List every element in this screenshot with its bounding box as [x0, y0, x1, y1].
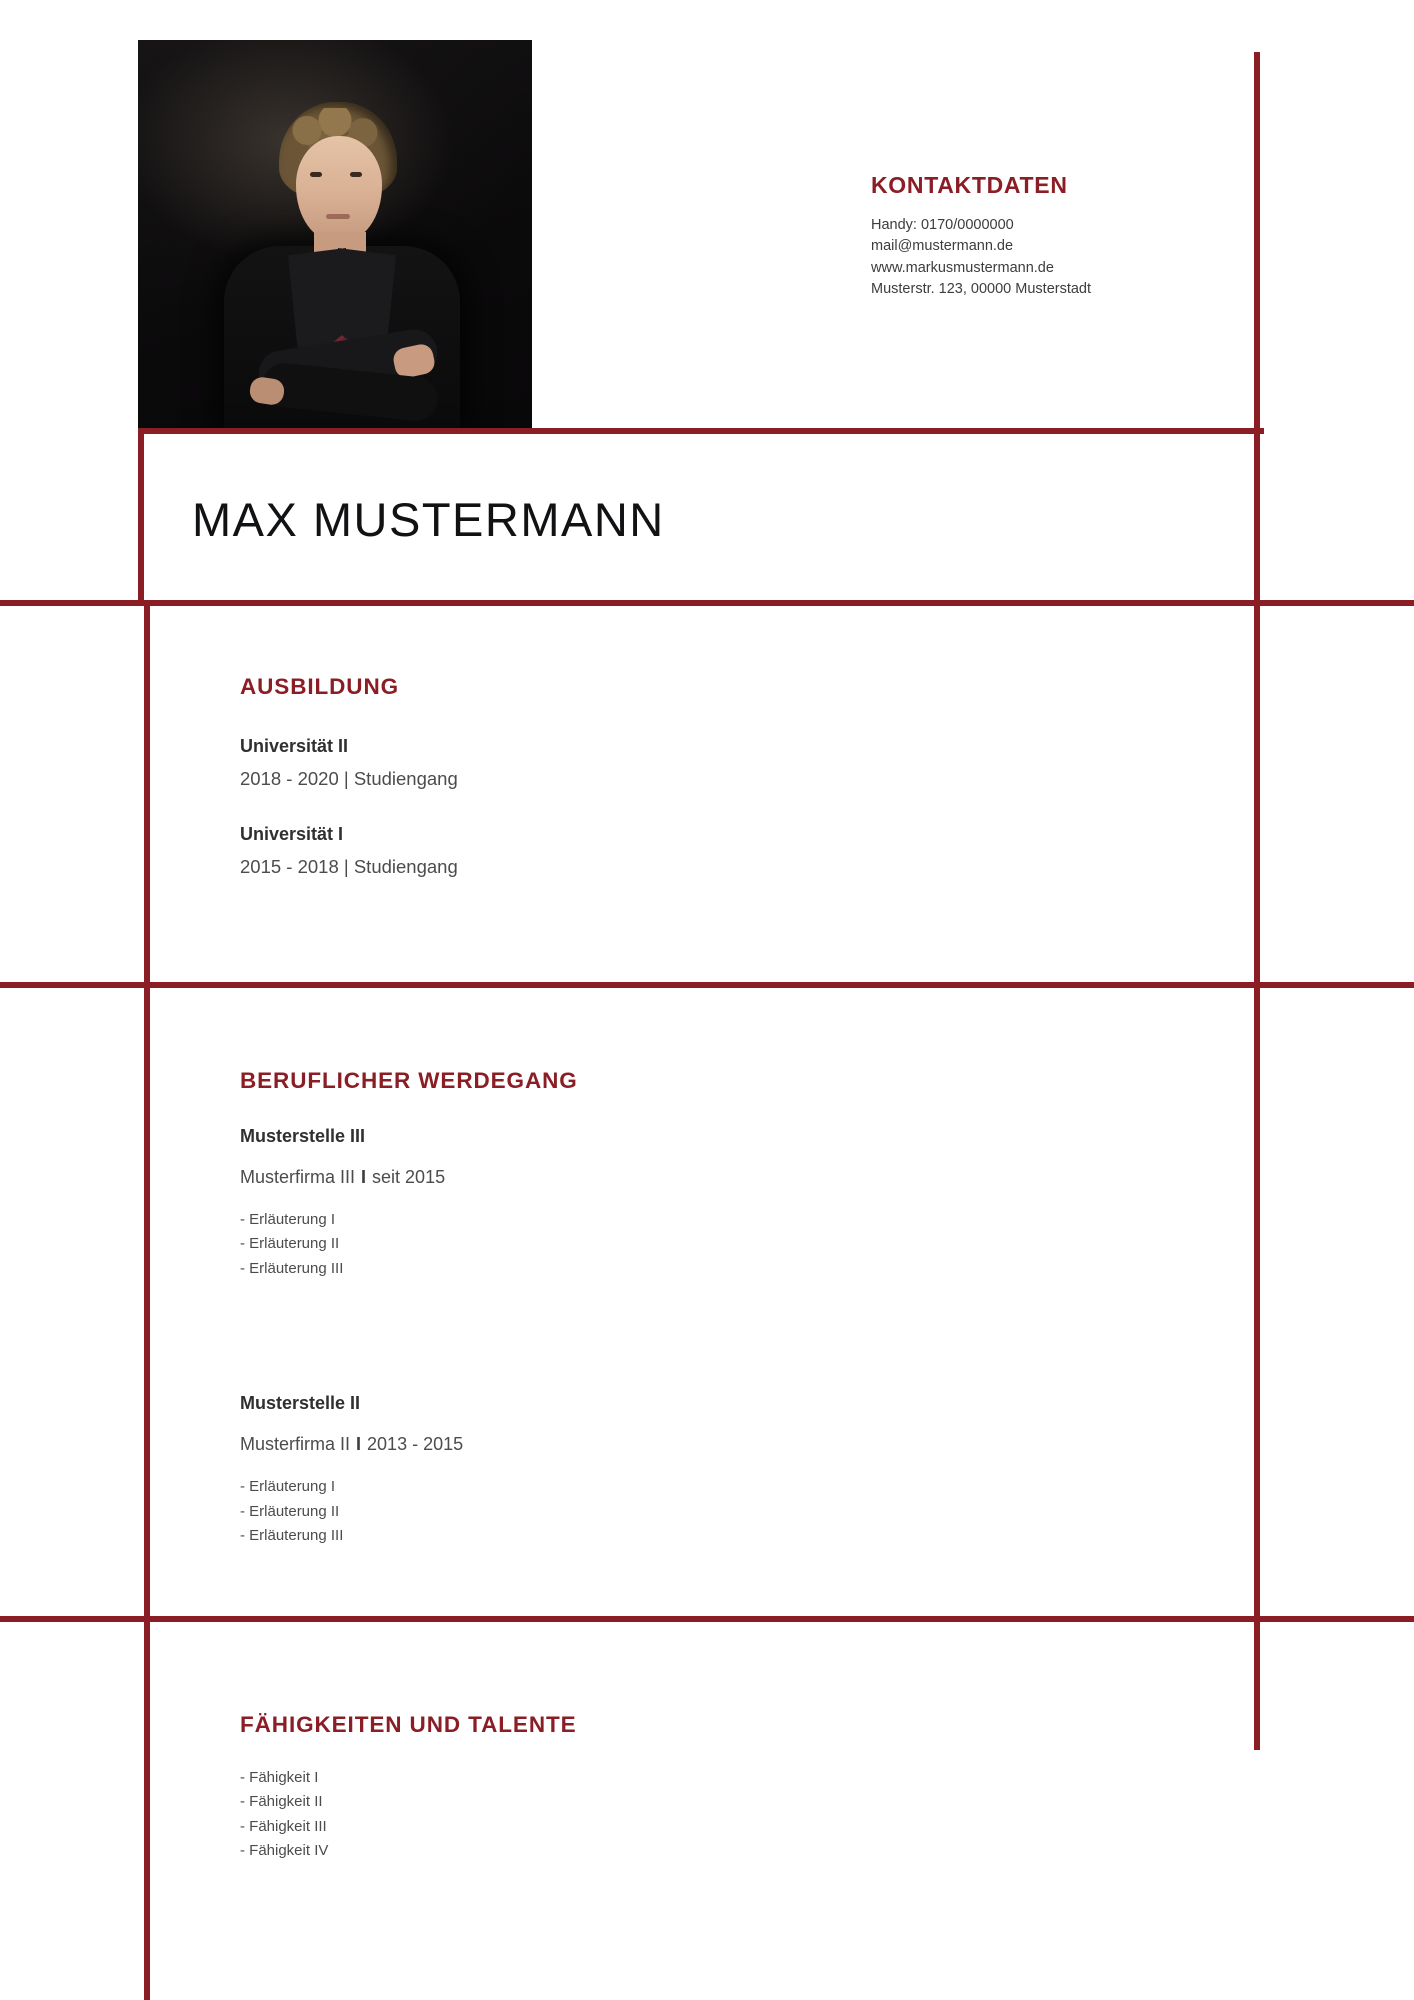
- rule-vertical-right-name: [1254, 434, 1260, 606]
- photo-face: [296, 136, 382, 242]
- education-detail-1: 2018 - 2020 | Studiengang: [240, 768, 458, 789]
- rule-horizontal-under-photo: [138, 428, 1264, 434]
- section-experience-title: BERUFLICHER WERDEGANG: [240, 1068, 578, 1093]
- section-education-title: AUSBILDUNG: [240, 674, 399, 699]
- page-title: MAX MUSTERMANN: [192, 493, 665, 546]
- rule-horizontal-under-name: [0, 600, 1414, 606]
- section-skills-title: FÄHIGKEITEN UND TALENTE: [240, 1712, 577, 1737]
- list-item: - Fähigkeit IV: [240, 1842, 329, 1860]
- contact-block: [871, 172, 1271, 301]
- contact-email: mail@mustermann.de: [871, 238, 1014, 255]
- rule-vertical-left-experience: [144, 988, 150, 1622]
- experience-company-line-2: [240, 1434, 1140, 1455]
- list-item: - Fähigkeit III: [240, 1817, 327, 1835]
- experience-position-1: Musterstelle III: [240, 1126, 366, 1146]
- experience-separator-1: I: [361, 1167, 367, 1187]
- experience-period-1: seit 2015: [372, 1167, 446, 1187]
- photo-eye-right: [350, 172, 362, 177]
- education-school-2: Universität I: [240, 824, 344, 844]
- rule-horizontal-under-education: [0, 982, 1414, 988]
- profile-photo: [138, 40, 532, 430]
- rule-vertical-left-education: [144, 600, 150, 988]
- experience-period-2: 2013 - 2015: [367, 1434, 464, 1455]
- contact-address: Musterstr. 123, 00000 Musterstadt: [871, 281, 1092, 298]
- list-item: - Fähigkeit II: [240, 1793, 323, 1811]
- rule-horizontal-under-experience: [0, 1616, 1414, 1622]
- experience-company-1: Musterfirma III: [240, 1167, 356, 1187]
- list-item: - Erläuterung I: [240, 1211, 336, 1228]
- experience-bullets-1: [240, 1208, 1140, 1281]
- experience-entry-1: [240, 1126, 1140, 1281]
- skills-list: [240, 1766, 1140, 1864]
- contact-phone: Handy: 0170/0000000: [871, 217, 1014, 233]
- rule-vertical-left-skills: [144, 1622, 150, 2000]
- experience-company-line-1: [240, 1167, 1140, 1188]
- rule-vertical-left-name: [138, 428, 144, 606]
- rule-vertical-right-experience: [1254, 988, 1260, 1622]
- contact-title: KONTAKTDATEN: [871, 172, 1068, 198]
- section-education: [240, 674, 1140, 878]
- list-item: - Erläuterung II: [240, 1502, 340, 1520]
- education-school-1: Universität II: [240, 736, 349, 756]
- experience-company-2: Musterfirma II: [240, 1434, 351, 1455]
- experience-bullets-2: [240, 1475, 1140, 1548]
- rule-vertical-right-education: [1254, 600, 1260, 988]
- list-item: - Fähigkeit I: [240, 1769, 319, 1786]
- list-item: - Erläuterung I: [240, 1478, 336, 1496]
- experience-position-2: Musterstelle II: [240, 1393, 361, 1414]
- section-skills: [240, 1712, 1140, 1864]
- photo-mouth: [326, 214, 350, 219]
- contact-website: www.markusmustermann.de: [871, 259, 1054, 276]
- education-entry-1: [240, 736, 1140, 790]
- section-experience: [240, 1068, 1140, 1549]
- rule-vertical-right-skills: [1254, 1622, 1260, 1750]
- experience-separator-2: I: [356, 1434, 362, 1455]
- experience-entry-2: [240, 1393, 1140, 1548]
- list-item: - Erläuterung III: [240, 1259, 344, 1277]
- education-detail-2: 2015 - 2018 | Studiengang: [240, 856, 458, 877]
- education-entry-2: [240, 824, 1140, 878]
- photo-eye-left: [310, 172, 322, 177]
- list-item: - Erläuterung II: [240, 1235, 340, 1253]
- list-item: - Erläuterung III: [240, 1527, 344, 1545]
